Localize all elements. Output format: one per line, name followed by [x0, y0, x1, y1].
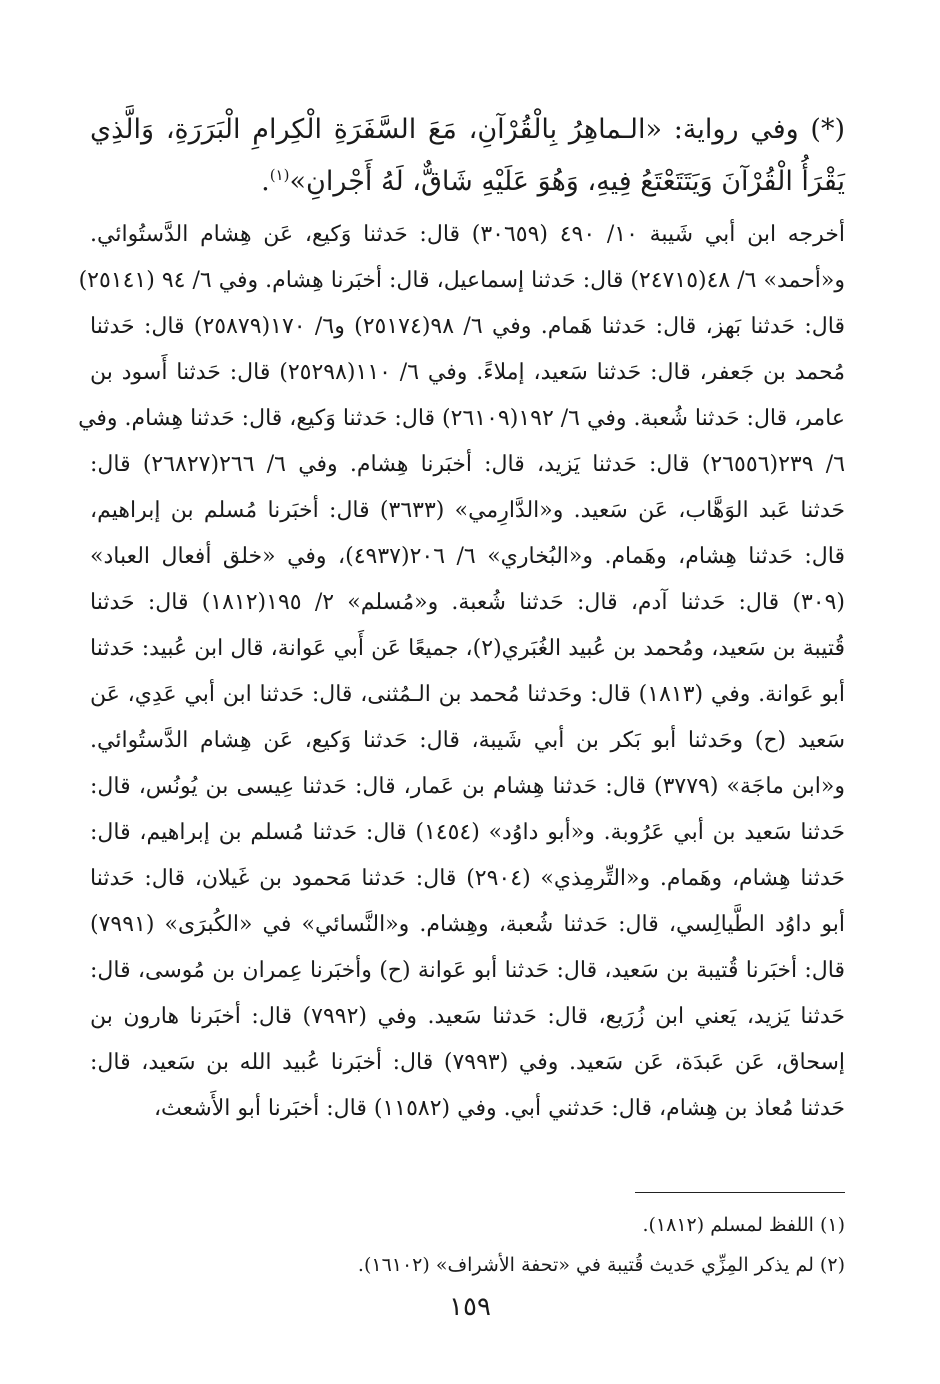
takhrij-paragraph [78, 212, 846, 1132]
hadith-end-mark: . [261, 166, 270, 197]
takhrij-line: حَدثنا يَزيد، يَعني ابن زُرَيع، قال: حَدثنا سَعيد. وفي (٧٩٩٢) قال: أخبَرنا هارون بن [90, 1004, 845, 1029]
takhrij-line: حَدثنا سَعيد بن أبي عَرُوبة. و«أبو داوُد» (١٤٥٤) قال: حَدثنا مُسلم بن إبراهيم، قال: [90, 820, 845, 845]
hadith-body: (*) وفي رواية: «الـماهِرُ بِالْقُرْآنِ، مَعَ السَّفَرَةِ الْكِرامِ الْبَرَرَةِ، وَالَّذِي يَقْرَأُ الْقُرْآنَ وَيَتَتَعْتَعُ فِيهِ، وَهُوَ عَلَيْهِ شَاقٌّ، لَهُ أَجْرانِ» [90, 114, 845, 197]
takhrij-line: و«ابن ماجَة» (٣٧٧٩) قال: حَدثنا هِشام بن عَمار، قال: حَدثنا عِيسى بن يُونُس، قال: [90, 774, 845, 799]
takhrij-line: أخرجه ابن أبي شَيبة ١٠/ ٤٩٠ (٣٠٦٥٩) قال: حَدثنا وَكيع، عَن هِشام الدَّستُوائي. [90, 222, 845, 247]
footnotes [90, 1205, 845, 1285]
takhrij-line: سَعيد (ح) وحَدثنا أبو بَكر بن أبي شَيبة، قال: حَدثنا وَكيع، عَن هِشام الدَّستُوائي. [90, 728, 845, 753]
takhrij-line: قُتيبة بن سَعيد، ومُحمد بن عُبيد الغُبَري(٢)، جميعًا عَن أَبي عَوانة، قال ابن عُبيد: حَدثنا [90, 636, 845, 661]
takhrij-line: و«أحمد» ٦/ ٤٨(٢٤٧١٥) قال: حَدثنا إسماعيل، قال: أخبَرنا هِشام. وفي ٦/ ٩٤ (٢٥١٤١) [78, 268, 845, 293]
hadith-text [90, 104, 845, 208]
page-number: ١٥٩ [449, 1292, 491, 1322]
takhrij-line: أبو عَوانة. وفي (١٨١٣) قال: وحَدثنا مُحمد بن الـمُثنى، قال: حَدثنا ابن أبي عَدِي، عَن [90, 682, 845, 707]
takhrij-line: حَدثنا هِشام، وهَمام. و«التِّرمِذي» (٢٩٠٤) قال: حَدثنا مَحمود بن غَيلان، قال: حَدثنا [90, 866, 845, 891]
takhrij-line: حَدثنا عَبد الوَهَّاب، عَن سَعيد. و«الدَّارِمي» (٣٦٣٣) قال: أخبَرنا مُسلم بن إبراهيم، [90, 498, 845, 523]
takhrij-line: إسحاق، عَن عَبدَة، عَن سَعيد. وفي (٧٩٩٣) قال: أخبَرنا عُبيد الله بن سَعيد، قال: [90, 1050, 845, 1075]
footnote-1: (١) اللفظ لمسلم (١٨١٢). [642, 1214, 845, 1236]
footnote-reference-1: (١) [269, 166, 290, 184]
takhrij-line: قال: حَدثنا بَهز، قال: حَدثنا هَمام. وفي ٦/ ٩٨(٢٥١٧٤) و٦/ ١٧٠(٢٥٨٧٩) قال: حَدثنا [90, 314, 846, 339]
footnote-separator [635, 1192, 845, 1193]
takhrij-line: عامر، قال: حَدثنا شُعبة. وفي ٦/ ١٩٢(٢٦١٠٩) قال: حَدثنا وَكيع، قال: حَدثنا هِشام. وفي [78, 406, 845, 431]
takhrij-line: ٦/ ٢٣٩(٢٦٥٥٦) قال: حَدثنا يَزيد، قال: أخبَرنا هِشام. وفي ٦/ ٢٦٦(٢٦٨٢٧) قال: [90, 452, 846, 477]
takhrij-line: (٣٠٩) قال: حَدثنا آدم، قال: حَدثنا شُعبة. و«مُسلم» ٢/ ١٩٥(١٨١٢) قال: حَدثنا [90, 590, 846, 615]
takhrij-line: قال: حَدثنا هِشام، وهَمام. و«البُخاري» ٦/ ٢٠٦(٤٩٣٧)، وفي «خلق أفعال العباد» [90, 544, 846, 569]
takhrij-line: أبو داوُد الطَّيالِسي، قال: حَدثنا شُعبة، وهِشام. و«النَّسائي» في «الكُبرَى» (٧٩٩١) [90, 912, 845, 937]
takhrij-line: حَدثنا مُعاذ بن هِشام، قال: حَدثني أبي. وفي (١١٥٨٢) قال: أخبَرنا أبو الأَشعث، [153, 1096, 845, 1121]
footnote-2: (٢) لم يذكر المِزِّي حَديث قُتيبة في «تحفة الأشراف» (١٦١٠٢). [357, 1254, 845, 1276]
takhrij-line: مُحمد بن جَعفر، قال: حَدثنا سَعيد، إملاءً. وفي ٦/ ١١٠(٢٥٢٩٨) قال: حَدثنا أَسود بن [90, 360, 845, 385]
takhrij-line: قال: أخبَرنا قُتيبة بن سَعيد، قال: حَدثنا أبو عَوانة (ح) وأخبَرنا عِمران بن مُوسى، قال: [90, 958, 845, 983]
